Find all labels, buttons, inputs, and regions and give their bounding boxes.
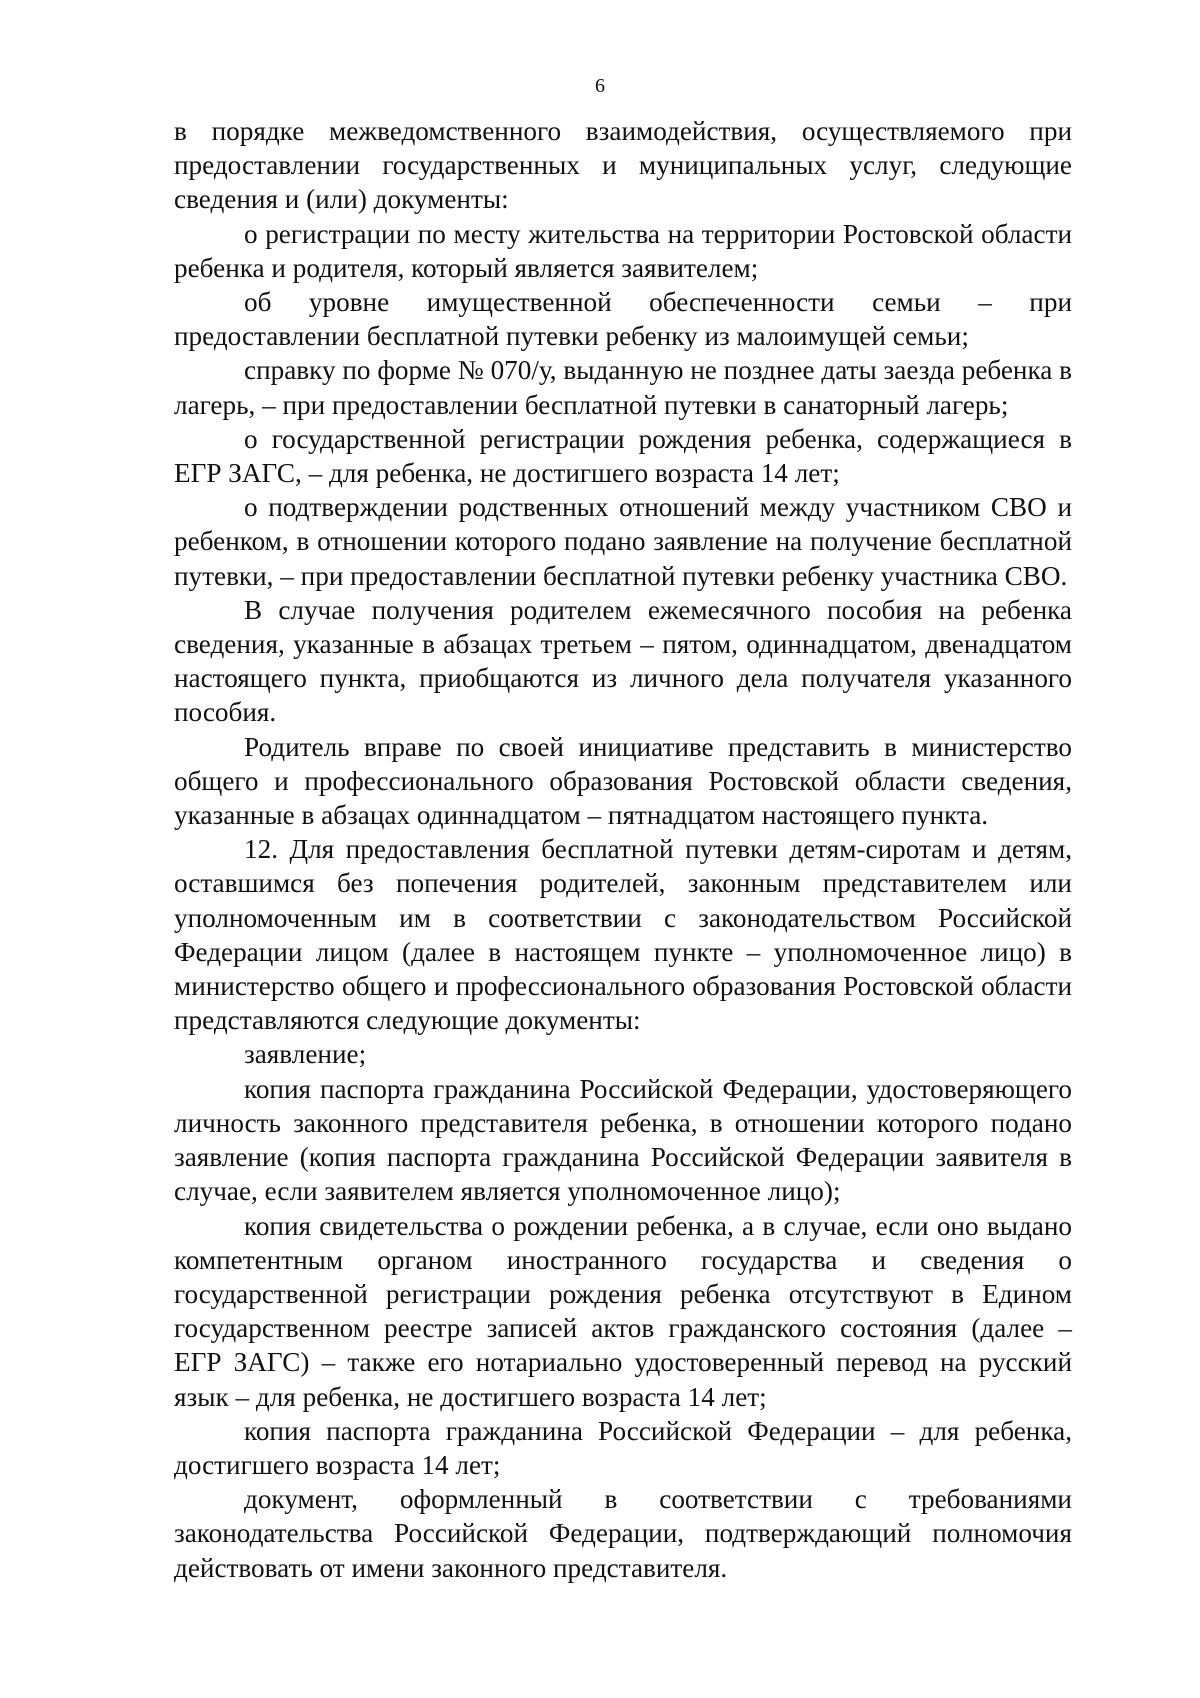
- list-item-authority-document: документ, оформленный в соответствии с требованиями законодательства Российской Федерации, подтверждающий полномочия действовать от имени законного представителя.: [174, 1484, 1072, 1583]
- paragraph-property-level: об уровне имущественной обеспеченности семьи – при предоставлении бесплатной путевки ребенку из малоимущей семьи;: [174, 287, 1072, 352]
- list-item-application: заявление;: [244, 1039, 367, 1070]
- paragraph-continuation: в порядке межведомственного взаимодействия, осуществляемого при предоставлении государственных и муниципальных услуг, следующие сведения и (или) документы:: [174, 116, 1072, 215]
- page-number: 6: [595, 75, 605, 97]
- paragraph-parent-initiative: Родитель вправе по своей инициативе представить в министерство общего и профессионального образования Ростовской области сведения, указанные в абзацах одиннадцатом – пятнадцатом настоящего пункта.: [174, 731, 1072, 831]
- paragraph-medical-certificate: справку по форме № 070/у, выданную не позднее даты заезда ребенка в лагерь, – при предоставлении бесплатной путевки в санаторный лагерь;: [174, 355, 1072, 420]
- document-body: [174, 114, 1072, 1585]
- paragraph-registration: о регистрации по месту жительства на территории Ростовской области ребенка и родителя, который является заявителем;: [174, 218, 1072, 283]
- paragraph-monthly-allowance: В случае получения родителем ежемесячного пособия на ребенка сведения, указанные в абзацах третьем – пятом, одиннадцатом, двенадцатом настоящего пункта, приобщаются из личного дела получателя указанного пособия.: [174, 594, 1072, 728]
- list-item-birth-certificate: копия свидетельства о рождении ребенка, а в случае, если оно выдано компетентным органом иностранного государства и сведения о государственной регистрации рождения ребенка отсутствуют в Едином государственном реестре записей актов гражданского состояния (далее – ЕГР ЗАГС) – также его нотариально удостоверенный перевод на русский язык – для ребенка, не достигшего возраста 14 лет;: [174, 1210, 1072, 1412]
- list-item-child-passport: копия паспорта гражданина Российской Федерации – для ребенка, достигшего возраста 14 лет;: [174, 1415, 1072, 1480]
- paragraph-svo-relationship: о подтверждении родственных отношений между участником СВО и ребенком, в отношении которого подано заявление на получение бесплатной путевки, – при предоставлении бесплатной путевки ребенку участника СВО.: [174, 492, 1072, 591]
- paragraph-birth-registration: о государственной регистрации рождения ребенка, содержащиеся в ЕГР ЗАГС, – для ребенка, не достигшего возраста 14 лет;: [174, 423, 1072, 489]
- list-item-representative-passport: копия паспорта гражданина Российской Федерации, удостоверяющего личность законного представителя ребенка, в отношении которого подано заявление (копия паспорта гражданина Российской Федерации заявителя в случае, если заявителем является уполномоченное лицо);: [174, 1073, 1072, 1207]
- paragraph-item-12: 12. Для предоставления бесплатной путевки детям-сиротам и детям, оставшимся без попечения родителей, законным представителем или уполномоченным им в соответствии с законодательством Российской Федерации лицом (далее в настоящем пункте – уполномоченное лицо) в министерство общего и профессионального образования Ростовской области представляются следующие документы:: [174, 834, 1072, 1036]
